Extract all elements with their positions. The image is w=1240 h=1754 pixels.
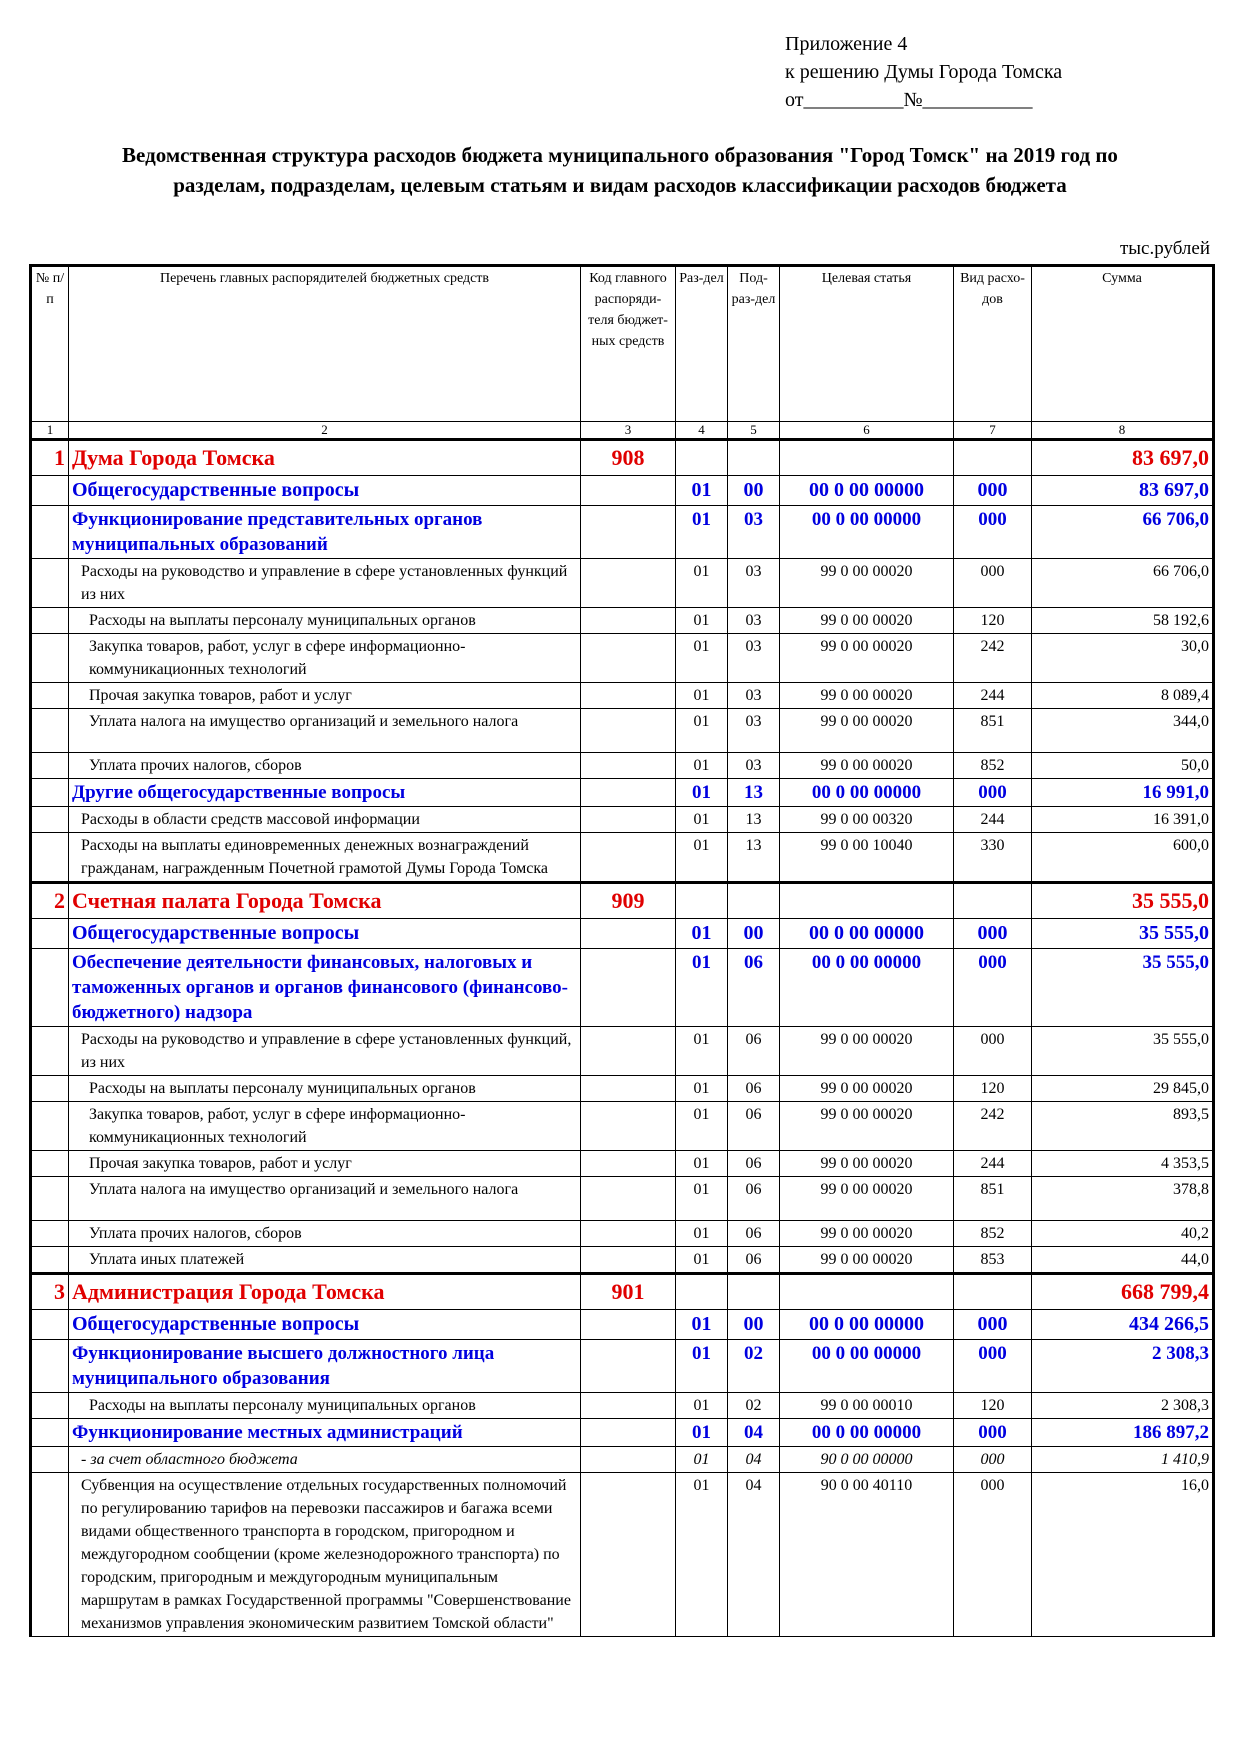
department-sum: 35 555,0 — [1032, 883, 1214, 919]
sum-cell: 16 391,0 — [1032, 807, 1214, 833]
sum-cell: 35 555,0 — [1032, 919, 1214, 949]
row-number — [31, 919, 69, 949]
col-number: 6 — [780, 422, 954, 440]
target-cell: 99 0 00 00020 — [780, 683, 954, 709]
sum-cell: 2 308,3 — [1032, 1393, 1214, 1419]
appendix-line-1: Приложение 4 — [785, 33, 908, 55]
header-name: Перечень главных распорядителей бюджетных средств — [69, 266, 581, 422]
department-sum: 83 697,0 — [1032, 440, 1214, 476]
podrazdel-cell: 06 — [728, 1027, 780, 1076]
header-target: Целевая статья — [780, 266, 954, 422]
razdel-cell: 01 — [676, 807, 728, 833]
sum-cell: 44,0 — [1032, 1247, 1214, 1274]
code-cell — [581, 1340, 676, 1393]
row-number — [31, 709, 69, 753]
podrazdel-cell: 00 — [728, 1310, 780, 1340]
row-name: Функционирование местных администраций — [69, 1419, 581, 1447]
code-cell — [581, 1310, 676, 1340]
vid-cell — [954, 440, 1032, 476]
table-row — [31, 1393, 1214, 1419]
table-row — [31, 1027, 1214, 1076]
target-cell: 00 0 00 00000 — [780, 476, 954, 506]
code-cell — [581, 949, 676, 1027]
podrazdel-cell: 06 — [728, 949, 780, 1027]
row-number — [31, 753, 69, 779]
table-row — [31, 1419, 1214, 1447]
code-cell — [581, 1027, 676, 1076]
row-name: Функционирование высшего должностного лица муниципального образования — [69, 1340, 581, 1393]
vid-cell: 000 — [954, 559, 1032, 608]
table-row — [31, 1310, 1214, 1340]
vid-cell: 000 — [954, 1027, 1032, 1076]
table-row — [31, 608, 1214, 634]
podrazdel-cell: 00 — [728, 476, 780, 506]
header-razdel: Раз-дел — [676, 266, 728, 422]
table-row — [31, 779, 1214, 807]
vid-cell: 330 — [954, 833, 1032, 883]
row-number — [31, 1419, 69, 1447]
vid-cell: 853 — [954, 1247, 1032, 1274]
target-cell: 99 0 00 00020 — [780, 1221, 954, 1247]
target-cell: 00 0 00 00000 — [780, 1340, 954, 1393]
col-number: 8 — [1032, 422, 1214, 440]
code-cell — [581, 559, 676, 608]
budget-table — [29, 264, 1215, 1637]
department-name: Дума Города Томска — [69, 440, 581, 476]
row-name: Закупка товаров, работ, услуг в сфере информационно-коммуникационных технологий — [69, 1102, 581, 1151]
razdel-cell: 01 — [676, 1076, 728, 1102]
podrazdel-cell: 00 — [728, 919, 780, 949]
target-cell: 99 0 00 00020 — [780, 1027, 954, 1076]
row-number — [31, 683, 69, 709]
vid-cell — [954, 1274, 1032, 1310]
table-row — [31, 1247, 1214, 1274]
sum-cell: 8 089,4 — [1032, 683, 1214, 709]
target-cell: 99 0 00 00320 — [780, 807, 954, 833]
row-name: Расходы на выплаты персоналу муниципальных органов — [69, 608, 581, 634]
sum-cell: 1 410,9 — [1032, 1447, 1214, 1473]
code-cell — [581, 1247, 676, 1274]
podrazdel-cell: 02 — [728, 1340, 780, 1393]
podrazdel-cell: 03 — [728, 506, 780, 559]
sum-cell: 434 266,5 — [1032, 1310, 1214, 1340]
row-number: 3 — [31, 1274, 69, 1310]
row-name: Уплата иных платежей — [69, 1247, 581, 1274]
row-number — [31, 634, 69, 683]
target-cell: 00 0 00 00000 — [780, 1310, 954, 1340]
podrazdel-cell: 13 — [728, 833, 780, 883]
header-sum: Сумма — [1032, 266, 1214, 422]
podrazdel-cell: 06 — [728, 1151, 780, 1177]
sum-cell: 4 353,5 — [1032, 1151, 1214, 1177]
sum-cell: 16,0 — [1032, 1473, 1214, 1637]
title-line-1: Ведомственная структура расходов бюджета муниципального образования "Город Томск" на 2019 год по — [122, 143, 1118, 167]
appendix-line-3: от__________№___________ — [785, 89, 1033, 111]
table-row — [31, 1177, 1214, 1221]
razdel-cell: 01 — [676, 683, 728, 709]
table-row — [31, 1340, 1214, 1393]
table-row — [31, 1447, 1214, 1473]
table-row — [31, 709, 1214, 753]
table-row — [31, 1151, 1214, 1177]
target-cell: 99 0 00 00020 — [780, 1151, 954, 1177]
table-row — [31, 506, 1214, 559]
vid-cell: 851 — [954, 709, 1032, 753]
podrazdel-cell: 03 — [728, 634, 780, 683]
sum-cell: 66 706,0 — [1032, 559, 1214, 608]
row-number: 2 — [31, 883, 69, 919]
code-cell — [581, 1221, 676, 1247]
table-row — [31, 753, 1214, 779]
header-number: № п/п — [31, 266, 69, 422]
sum-cell: 35 555,0 — [1032, 1027, 1214, 1076]
vid-cell: 851 — [954, 1177, 1032, 1221]
code-cell — [581, 833, 676, 883]
row-name: Расходы на руководство и управление в сфере установленных функций из них — [69, 559, 581, 608]
sum-cell: 50,0 — [1032, 753, 1214, 779]
row-number — [31, 608, 69, 634]
vid-cell: 000 — [954, 919, 1032, 949]
sum-cell: 83 697,0 — [1032, 476, 1214, 506]
podrazdel-cell: 04 — [728, 1473, 780, 1637]
table-row — [31, 1221, 1214, 1247]
razdel-cell: 01 — [676, 833, 728, 883]
podrazdel-cell: 03 — [728, 753, 780, 779]
razdel-cell — [676, 1274, 728, 1310]
row-number — [31, 1177, 69, 1221]
razdel-cell: 01 — [676, 949, 728, 1027]
razdel-cell: 01 — [676, 1151, 728, 1177]
vid-cell: 242 — [954, 634, 1032, 683]
sum-cell: 893,5 — [1032, 1102, 1214, 1151]
target-cell: 90 0 00 00000 — [780, 1447, 954, 1473]
department-name: Счетная палата Города Томска — [69, 883, 581, 919]
row-name: Общегосударственные вопросы — [69, 476, 581, 506]
podrazdel-cell — [728, 440, 780, 476]
razdel-cell: 01 — [676, 476, 728, 506]
table-row — [31, 440, 1214, 476]
sum-cell: 378,8 — [1032, 1177, 1214, 1221]
vid-cell: 000 — [954, 1419, 1032, 1447]
vid-cell: 000 — [954, 506, 1032, 559]
row-name: Уплата налога на имущество организаций и земельного налога — [69, 1177, 581, 1221]
department-sum: 668 799,4 — [1032, 1274, 1214, 1310]
appendix-block — [785, 30, 1062, 114]
row-number — [31, 779, 69, 807]
table-row — [31, 634, 1214, 683]
razdel-cell: 01 — [676, 779, 728, 807]
code-cell — [581, 476, 676, 506]
row-number — [31, 476, 69, 506]
target-cell: 99 0 00 00020 — [780, 634, 954, 683]
code-cell — [581, 1102, 676, 1151]
table-row — [31, 1274, 1214, 1310]
podrazdel-cell: 06 — [728, 1102, 780, 1151]
title-line-2: разделам, подразделам, целевым статьям и видам расходов классификации расходов бюджета — [173, 173, 1067, 197]
target-cell: 99 0 00 00020 — [780, 1102, 954, 1151]
table-header-row — [31, 266, 1214, 422]
vid-cell: 000 — [954, 1310, 1032, 1340]
podrazdel-cell: 06 — [728, 1247, 780, 1274]
vid-cell: 000 — [954, 476, 1032, 506]
sum-cell: 40,2 — [1032, 1221, 1214, 1247]
code-cell — [581, 1076, 676, 1102]
razdel-cell: 01 — [676, 1393, 728, 1419]
podrazdel-cell: 06 — [728, 1076, 780, 1102]
target-cell: 00 0 00 00000 — [780, 506, 954, 559]
code-cell — [581, 1151, 676, 1177]
column-number-row — [31, 422, 1214, 440]
row-number — [31, 1310, 69, 1340]
razdel-cell: 01 — [676, 1177, 728, 1221]
row-number — [31, 1027, 69, 1076]
col-number: 2 — [69, 422, 581, 440]
podrazdel-cell: 06 — [728, 1177, 780, 1221]
row-number — [31, 807, 69, 833]
target-cell: 99 0 00 00020 — [780, 709, 954, 753]
vid-cell: 120 — [954, 608, 1032, 634]
target-cell — [780, 440, 954, 476]
table-row — [31, 833, 1214, 883]
document-title — [30, 140, 1210, 200]
row-name: Расходы на руководство и управление в сфере установленных функций, из них — [69, 1027, 581, 1076]
target-cell: 99 0 00 00010 — [780, 1393, 954, 1419]
row-number — [31, 1151, 69, 1177]
row-name: Прочая закупка товаров, работ и услуг — [69, 1151, 581, 1177]
code-cell — [581, 506, 676, 559]
sum-cell: 58 192,6 — [1032, 608, 1214, 634]
code-cell — [581, 634, 676, 683]
sum-cell: 35 555,0 — [1032, 949, 1214, 1027]
code-cell — [581, 1177, 676, 1221]
vid-cell: 000 — [954, 949, 1032, 1027]
target-cell: 00 0 00 00000 — [780, 1419, 954, 1447]
razdel-cell — [676, 883, 728, 919]
row-number — [31, 1221, 69, 1247]
target-cell: 99 0 00 00020 — [780, 608, 954, 634]
sum-cell: 66 706,0 — [1032, 506, 1214, 559]
vid-cell: 000 — [954, 1340, 1032, 1393]
row-number — [31, 506, 69, 559]
table-row — [31, 949, 1214, 1027]
target-cell — [780, 883, 954, 919]
razdel-cell: 01 — [676, 709, 728, 753]
code-cell — [581, 753, 676, 779]
podrazdel-cell: 13 — [728, 779, 780, 807]
target-cell: 99 0 00 00020 — [780, 753, 954, 779]
row-number — [31, 1340, 69, 1393]
vid-cell: 120 — [954, 1076, 1032, 1102]
razdel-cell: 01 — [676, 1221, 728, 1247]
podrazdel-cell: 03 — [728, 559, 780, 608]
row-name: Уплата прочих налогов, сборов — [69, 1221, 581, 1247]
row-name: Расходы в области средств массовой информации — [69, 807, 581, 833]
table-row — [31, 807, 1214, 833]
code-cell — [581, 1447, 676, 1473]
razdel-cell: 01 — [676, 608, 728, 634]
col-number: 7 — [954, 422, 1032, 440]
row-name: Обеспечение деятельности финансовых, налоговых и таможенных органов и органов финансового (финансово-бюджетного) надзора — [69, 949, 581, 1027]
sum-cell: 344,0 — [1032, 709, 1214, 753]
target-cell: 00 0 00 00000 — [780, 919, 954, 949]
sum-cell: 2 308,3 — [1032, 1340, 1214, 1393]
podrazdel-cell: 04 — [728, 1419, 780, 1447]
department-code: 901 — [581, 1274, 676, 1310]
vid-cell: 120 — [954, 1393, 1032, 1419]
row-name: Уплата прочих налогов, сборов — [69, 753, 581, 779]
podrazdel-cell: 03 — [728, 608, 780, 634]
row-number — [31, 1102, 69, 1151]
row-name: Функционирование представительных органов муниципальных образований — [69, 506, 581, 559]
header-code: Код главного распоряди-теля бюджет-ных средств — [581, 266, 676, 422]
target-cell: 99 0 00 10040 — [780, 833, 954, 883]
table-row — [31, 919, 1214, 949]
vid-cell: 242 — [954, 1102, 1032, 1151]
sum-cell: 30,0 — [1032, 634, 1214, 683]
sum-cell: 186 897,2 — [1032, 1419, 1214, 1447]
code-cell — [581, 608, 676, 634]
row-name: Расходы на выплаты персоналу муниципальных органов — [69, 1393, 581, 1419]
razdel-cell: 01 — [676, 506, 728, 559]
vid-cell: 000 — [954, 1473, 1032, 1637]
vid-cell: 852 — [954, 753, 1032, 779]
row-name: Закупка товаров, работ, услуг в сфере информационно-коммуникационных технологий — [69, 634, 581, 683]
code-cell — [581, 709, 676, 753]
table-row — [31, 1473, 1214, 1637]
vid-cell: 000 — [954, 1447, 1032, 1473]
podrazdel-cell — [728, 1274, 780, 1310]
row-name: Общегосударственные вопросы — [69, 919, 581, 949]
vid-cell — [954, 883, 1032, 919]
col-number: 1 — [31, 422, 69, 440]
row-name: Расходы на выплаты персоналу муниципальных органов — [69, 1076, 581, 1102]
row-name: - за счет областного бюджета — [69, 1447, 581, 1473]
razdel-cell: 01 — [676, 753, 728, 779]
row-number — [31, 559, 69, 608]
vid-cell: 852 — [954, 1221, 1032, 1247]
razdel-cell: 01 — [676, 919, 728, 949]
department-code: 908 — [581, 440, 676, 476]
row-number — [31, 1076, 69, 1102]
target-cell: 90 0 00 40110 — [780, 1473, 954, 1637]
razdel-cell: 01 — [676, 1102, 728, 1151]
target-cell: 00 0 00 00000 — [780, 779, 954, 807]
razdel-cell: 01 — [676, 1247, 728, 1274]
podrazdel-cell: 06 — [728, 1221, 780, 1247]
table-row — [31, 1076, 1214, 1102]
code-cell — [581, 807, 676, 833]
row-name: Субвенция на осуществление отдельных государственных полномочий по регулированию тарифов на перевозки пассажиров и багажа всеми видами общественного транспорта в городском, пригородном и междугородном сообщении (кроме железнодорожного транспорта) по городским, пригородным и междугородным муниципальным маршрутам в рамках Государственной программы "Совершенствование механизмов управления экономическим развитием Томской области" — [69, 1473, 581, 1637]
sum-cell: 600,0 — [1032, 833, 1214, 883]
row-name: Другие общегосударственные вопросы — [69, 779, 581, 807]
row-number: 1 — [31, 440, 69, 476]
code-cell — [581, 683, 676, 709]
table-row — [31, 1102, 1214, 1151]
row-number — [31, 1247, 69, 1274]
vid-cell: 244 — [954, 683, 1032, 709]
header-vid: Вид расхо-дов — [954, 266, 1032, 422]
razdel-cell — [676, 440, 728, 476]
col-number: 5 — [728, 422, 780, 440]
razdel-cell: 01 — [676, 634, 728, 683]
department-name: Администрация Города Томска — [69, 1274, 581, 1310]
table-row — [31, 883, 1214, 919]
podrazdel-cell: 13 — [728, 807, 780, 833]
row-number — [31, 833, 69, 883]
row-name: Общегосударственные вопросы — [69, 1310, 581, 1340]
podrazdel-cell: 02 — [728, 1393, 780, 1419]
row-name: Расходы на выплаты единовременных денежных вознаграждений гражданам, награжденным Почетной грамотой Думы Города Томска — [69, 833, 581, 883]
row-number — [31, 949, 69, 1027]
row-name: Прочая закупка товаров, работ и услуг — [69, 683, 581, 709]
target-cell: 99 0 00 00020 — [780, 1177, 954, 1221]
code-cell — [581, 1419, 676, 1447]
target-cell — [780, 1274, 954, 1310]
vid-cell: 244 — [954, 807, 1032, 833]
sum-cell: 16 991,0 — [1032, 779, 1214, 807]
sum-cell: 29 845,0 — [1032, 1076, 1214, 1102]
code-cell — [581, 919, 676, 949]
table-row — [31, 559, 1214, 608]
podrazdel-cell — [728, 883, 780, 919]
header-podrazdel: Под-раз-дел — [728, 266, 780, 422]
code-cell — [581, 779, 676, 807]
podrazdel-cell: 04 — [728, 1447, 780, 1473]
razdel-cell: 01 — [676, 1310, 728, 1340]
row-number — [31, 1447, 69, 1473]
target-cell: 99 0 00 00020 — [780, 1076, 954, 1102]
row-number — [31, 1473, 69, 1637]
col-number: 4 — [676, 422, 728, 440]
target-cell: 00 0 00 00000 — [780, 949, 954, 1027]
vid-cell: 244 — [954, 1151, 1032, 1177]
vid-cell: 000 — [954, 779, 1032, 807]
podrazdel-cell: 03 — [728, 709, 780, 753]
department-code: 909 — [581, 883, 676, 919]
appendix-line-2: к решению Думы Города Томска — [785, 61, 1063, 83]
razdel-cell: 01 — [676, 559, 728, 608]
table-row — [31, 683, 1214, 709]
row-number — [31, 1393, 69, 1419]
podrazdel-cell: 03 — [728, 683, 780, 709]
code-cell — [581, 1473, 676, 1637]
target-cell: 99 0 00 00020 — [780, 1247, 954, 1274]
col-number: 3 — [581, 422, 676, 440]
razdel-cell: 01 — [676, 1473, 728, 1637]
razdel-cell: 01 — [676, 1419, 728, 1447]
target-cell: 99 0 00 00020 — [780, 559, 954, 608]
razdel-cell: 01 — [676, 1447, 728, 1473]
row-name: Уплата налога на имущество организаций и земельного налога — [69, 709, 581, 753]
table-row — [31, 476, 1214, 506]
razdel-cell: 01 — [676, 1027, 728, 1076]
razdel-cell: 01 — [676, 1340, 728, 1393]
units-label: тыс.рублей — [1119, 238, 1210, 259]
code-cell — [581, 1393, 676, 1419]
